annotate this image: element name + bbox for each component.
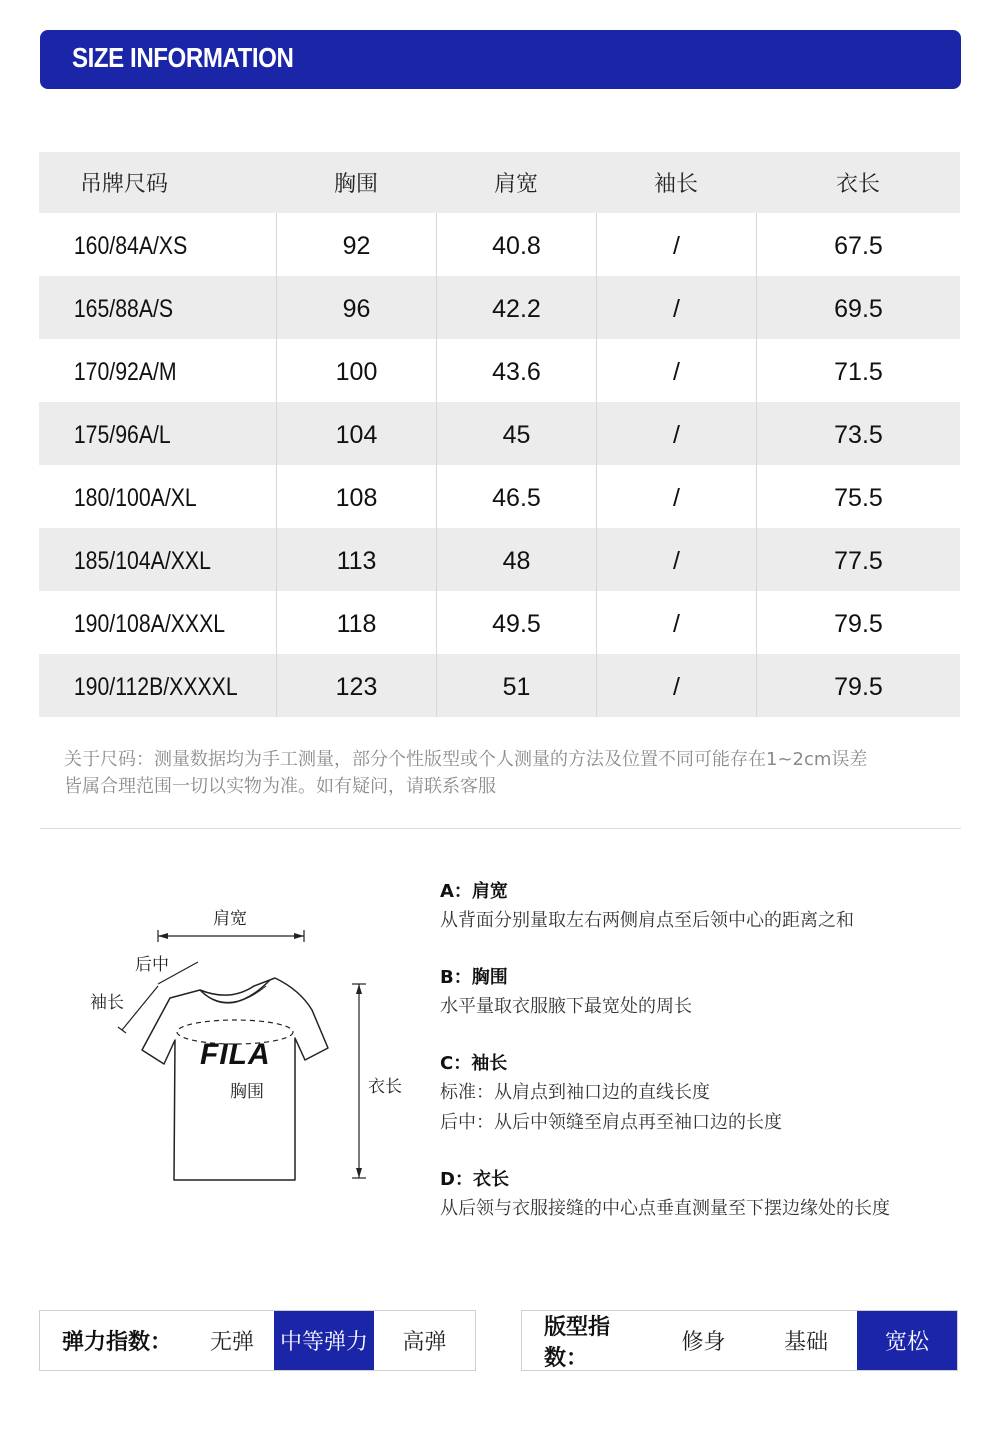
label-back-center: 后中 — [135, 955, 169, 975]
cell-shoulder: 42.2 — [492, 295, 541, 323]
explain-c — [440, 1050, 980, 1138]
header-shoulder: 肩宽 — [493, 172, 538, 197]
section-header — [40, 30, 961, 89]
elasticity-label: 弹力指数： — [62, 1330, 173, 1355]
explain-d-text: 从后领与衣服接缝的中心点垂直测量至下摆边缘处的长度 — [440, 1198, 890, 1219]
header-sleeve: 袖长 — [653, 172, 698, 197]
note-line-2: 皆属合理范围一切以实物为准。如有疑问，请联系客服 — [64, 776, 496, 797]
cell-length: 79.5 — [834, 610, 883, 638]
cell-shoulder: 43.6 — [492, 358, 541, 386]
cell-size: 160/84A/XS — [73, 232, 188, 260]
measurement-diagram — [80, 890, 420, 1200]
section-title: SIZE INFORMATION — [72, 42, 294, 73]
cell-shoulder: 46.5 — [492, 484, 541, 512]
size-table — [39, 152, 960, 717]
explain-c-text-1: 标准：从肩点到袖口边的直线长度 — [440, 1082, 710, 1103]
table-row — [39, 654, 960, 717]
measurement-explanations — [440, 878, 980, 1252]
cell-length: 77.5 — [834, 547, 883, 575]
size-note — [64, 746, 964, 800]
cell-sleeve: / — [673, 358, 680, 386]
cell-size: 190/112B/XXXXL — [73, 673, 238, 701]
cell-shoulder: 48 — [502, 547, 531, 575]
header-chest: 胸围 — [333, 172, 378, 197]
fit-label: 版型指数： — [544, 1314, 611, 1371]
table-header-row — [39, 152, 960, 213]
cell-sleeve: / — [673, 484, 680, 512]
cell-size: 170/92A/M — [73, 358, 177, 386]
table-row — [39, 339, 960, 402]
table-row — [39, 402, 960, 465]
explain-c-title: C：袖长 — [440, 1053, 508, 1074]
explain-c-text-2: 后中：从后中领缝至肩点再至袖口边的长度 — [440, 1112, 782, 1133]
note-line-1: 关于尺码：测量数据均为手工测量，部分个性版型或个人测量的方法及位置不同可能存在1~2cm误差 — [64, 749, 868, 770]
label-chest: 胸围 — [230, 1082, 264, 1102]
cell-sleeve: / — [673, 610, 680, 638]
table-row — [39, 213, 960, 276]
header-length: 衣长 — [835, 172, 880, 197]
elasticity-option-medium: 中等弹力 — [274, 1311, 374, 1370]
fit-index — [521, 1310, 958, 1371]
cell-chest: 123 — [335, 673, 378, 701]
explain-a-title: A：肩宽 — [440, 881, 508, 902]
cell-length: 69.5 — [834, 295, 883, 323]
elasticity-option-none: 无弹 — [209, 1330, 254, 1355]
explain-b-title: B：胸围 — [440, 967, 508, 988]
cell-shoulder: 45 — [502, 421, 531, 449]
cell-size: 190/108A/XXXL — [73, 610, 226, 638]
cell-size: 185/104A/XXL — [73, 547, 211, 575]
table-row — [39, 465, 960, 528]
cell-size: 165/88A/S — [73, 295, 174, 323]
cell-length: 79.5 — [834, 673, 883, 701]
explain-a — [440, 878, 980, 936]
table-row — [39, 591, 960, 654]
cell-sleeve: / — [673, 232, 680, 260]
cell-chest: 113 — [336, 547, 377, 575]
label-shoulder: 肩宽 — [213, 909, 247, 929]
cell-shoulder: 51 — [502, 673, 531, 701]
label-length: 衣长 — [368, 1077, 402, 1097]
cell-sleeve: / — [673, 295, 680, 323]
elasticity-index — [39, 1310, 476, 1371]
cell-length: 75.5 — [834, 484, 883, 512]
table-row — [39, 276, 960, 339]
cell-shoulder: 40.8 — [492, 232, 541, 260]
explain-b — [440, 964, 980, 1022]
fit-option-regular: 基础 — [783, 1330, 828, 1355]
cell-sleeve: / — [673, 673, 680, 701]
cell-chest: 118 — [336, 610, 377, 638]
cell-chest: 108 — [335, 484, 378, 512]
explain-d — [440, 1166, 980, 1224]
cell-chest: 100 — [335, 358, 378, 386]
fit-option-loose: 宽松 — [857, 1311, 957, 1370]
divider — [40, 828, 961, 829]
label-sleeve: 袖长 — [90, 993, 124, 1013]
header-tag-size: 吊牌尺码 — [80, 172, 169, 197]
fit-option-slim: 修身 — [681, 1330, 726, 1355]
cell-size: 180/100A/XL — [73, 484, 197, 512]
explain-d-title: D：衣长 — [440, 1169, 509, 1190]
elasticity-option-high: 高弹 — [402, 1330, 447, 1355]
cell-chest: 104 — [335, 421, 378, 449]
explain-b-text: 水平量取衣服腋下最宽处的周长 — [440, 996, 692, 1017]
cell-sleeve: / — [673, 547, 680, 575]
explain-a-text: 从背面分别量取左右两侧肩点至后领中心的距离之和 — [440, 910, 854, 931]
cell-chest: 96 — [342, 295, 371, 323]
cell-length: 73.5 — [834, 421, 883, 449]
cell-size: 175/96A/L — [73, 421, 171, 449]
cell-sleeve: / — [673, 421, 680, 449]
cell-chest: 92 — [342, 232, 371, 260]
cell-length: 71.5 — [834, 358, 883, 386]
table-row — [39, 528, 960, 591]
cell-shoulder: 49.5 — [492, 610, 541, 638]
cell-length: 67.5 — [834, 232, 883, 260]
brand-logo: FILA — [200, 1038, 271, 1071]
